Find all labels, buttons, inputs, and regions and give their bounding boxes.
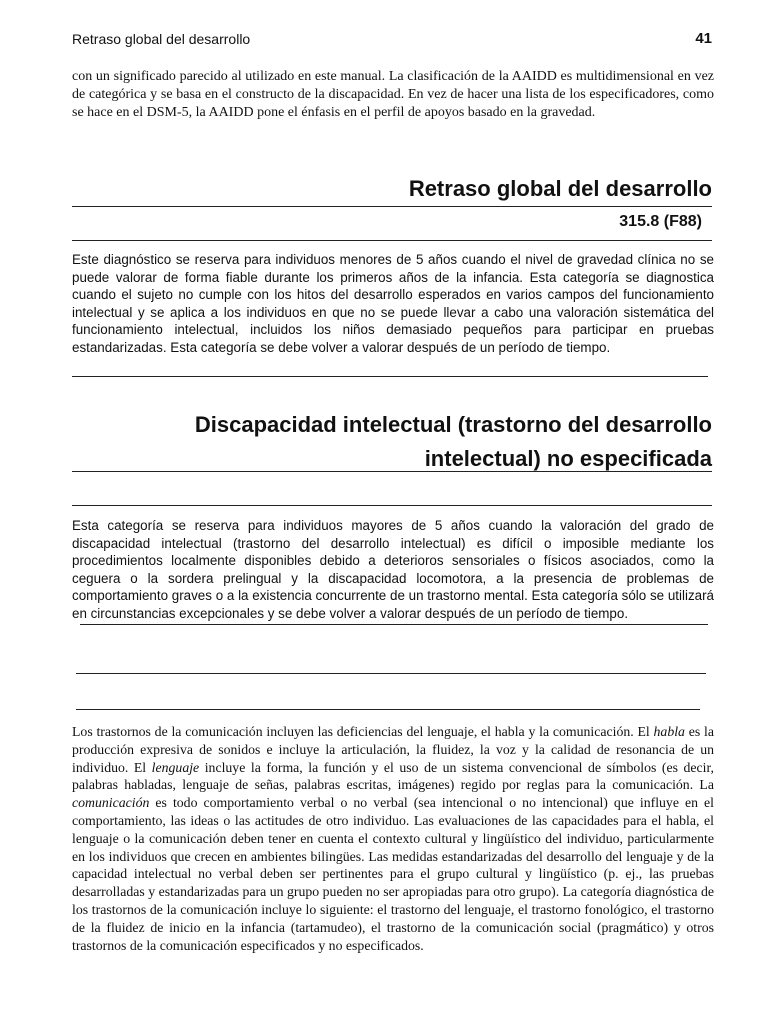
text-run: es todo comportamiento verbal o no verbal (sea intencional o no intencional) que influye en el comportamiento, las ideas o las actitudes de otro individuo. Las evaluaciones de las capacidades para el habla, el lenguaje o la comunicación deben tener en cuenta el contexto cultural y lingüístico del individuo, particularmente en los individuos que crecen en ambientes bilingües. Las medidas estandarizadas del desarrollo del lenguaje y de la capacidad intelectual no verbal deben ser pertinentes para el grupo cultural y lingüístico (p. ej., las pruebas desarrolladas y estandarizadas para un grupo pueden no ser apropiadas para otro grupo). La categoría diagnóstica de los trastornos de la comunicación incluye lo siguiente: el trastorno del lenguaje, el trastorno fonológico, el trastorno de la fluidez de inicio en la infancia (tartamudeo), el trastorno de la comunicación social (pragmático) y otros trastornos de la comunicación especificados y no especificados. xyxy=(72,795,714,953)
section-title-unspecified xyxy=(62,408,712,476)
term-habla: habla xyxy=(653,724,685,739)
text-run: Los trastornos de la comunicación incluyen las deficiencias del lenguaje, el habla y la comunicación. El xyxy=(72,724,654,739)
subtitle-divider xyxy=(72,505,712,506)
intro-paragraph: con un significado parecido al utilizado en este manual. La clasificación de la AAIDD es multidimensional en vez de categórica y se basa en el constructo de la discapacidad. En vez de hacer una lista de los especificadores, como se hace en el DSM-5, la AAIDD pone el énfasis en el perfil de apoyos basado en la gravedad. xyxy=(72,69,714,120)
code-divider xyxy=(72,240,712,241)
blank-heading-rule xyxy=(76,673,706,674)
title-line-2: intelectual) no especificada xyxy=(424,446,712,471)
global-delay-body: Este diagnóstico se reserva para individuos menores de 5 años cuando el nivel de gravedad clínica no se puede valorar de forma fiable durante los primeros años de la infancia. Esta categoría se diagnostica cuando el sujeto no cumple con los hitos del desarrollo esperados en varios campos del funcionamiento intelectual y se aplica a los individuos en que no se puede llevar a cabo una valoración sistemática del funcionamiento intelectual, incluidos los niños demasiado pequeños para participar en pruebas estandarizadas. Esta categoría se debe volver a valorar después de un período de tiempo. xyxy=(72,252,714,355)
term-comunicacion: comunicación xyxy=(72,795,150,811)
section-end-divider xyxy=(80,624,708,625)
text-run: es la producción expresiva de sonidos e incluye la articulación, la fluidez, la voz y la calidad de resonancia de un individuo. El xyxy=(72,724,714,775)
unspecified-body: Esta categoría se reserva para individuos mayores de 5 años cuando la valoración del grado de discapacidad intelectual (trastorno del desarrollo intelectual) es difícil o imposible mediante los procedimientos localmente disponibles debido a deterioros sensoriales o físicos asociados, como la ceguera o la sordera prelingual y la discapacidad locomotora, a la presencia de problemas de comportamiento graves o a la existencia concurrente de un trastorno mental. Esta categoría sólo se utilizará en circunstancias excepcionales y se debe volver a valorar después de un período de tiempo. xyxy=(72,518,714,621)
section-end-divider xyxy=(72,376,708,377)
title-line-1: Discapacidad intelectual (trastorno del desarrollo xyxy=(194,412,712,437)
page-number: 41 xyxy=(695,30,712,47)
section-title-global-delay: Retraso global del desarrollo xyxy=(408,176,712,201)
diagnostic-code: 315.8 (F88) xyxy=(619,213,702,230)
running-head-title: Retraso global del desarrollo xyxy=(72,31,251,47)
term-lenguaje: lenguaje xyxy=(151,759,200,775)
title-divider xyxy=(72,206,712,207)
text-run: incluye la forma, la función y el uso de un sistema convencional de símbolos (es decir, palabras habladas, lenguaje de señas, palabras escritas, imágenes) regido por reglas para la comunicación. La xyxy=(72,759,714,793)
communication-disorders-paragraph xyxy=(72,723,714,954)
title-divider xyxy=(72,471,712,472)
blank-heading-rule xyxy=(76,709,700,710)
